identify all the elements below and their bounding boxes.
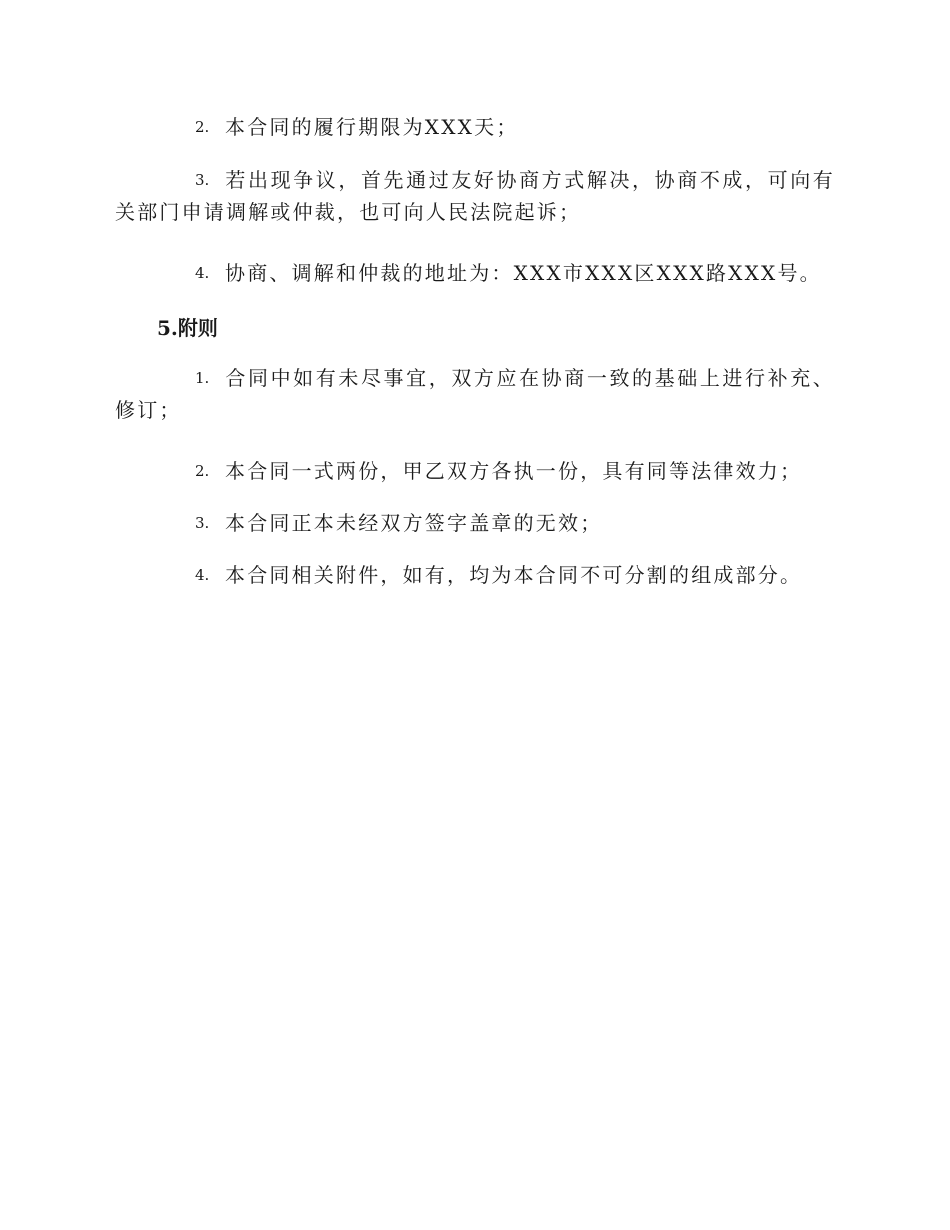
list-item-number: 4. — [195, 264, 210, 282]
list-item — [115, 257, 835, 289]
list-item — [115, 111, 835, 143]
list-item-text: 本合同正本未经双方签字盖章的无效； — [225, 511, 603, 535]
list-item-text: 本合同的履行期限为XXX天； — [225, 115, 519, 139]
list-item — [115, 164, 835, 228]
list-item — [115, 507, 835, 539]
list-item-number: 4. — [195, 566, 210, 584]
list-item — [115, 455, 835, 487]
section-heading: 5.附则 — [157, 316, 218, 340]
list-item-text: 本合同相关附件，如有，均为本合同不可分割的组成部分。 — [225, 563, 803, 587]
list-item-number: 2. — [195, 462, 210, 480]
list-item-text: 若出现争议，首先通过友好协商方式解决，协商不成，可向有关部门申请调解或仲裁，也可向人民法院起诉； — [115, 168, 835, 224]
list-item-text: 本合同一式两份，甲乙双方各执一份，具有同等法律效力； — [225, 459, 803, 483]
list-item-text: 协商、调解和仲裁的地址为：XXX市XXX区XXX路XXX号。 — [225, 261, 822, 285]
list-item — [115, 362, 835, 426]
list-item-text: 合同中如有未尽事宜，双方应在协商一致的基础上进行补充、修订； — [115, 366, 835, 422]
list-item — [115, 559, 835, 591]
list-item-number: 2. — [195, 118, 210, 136]
list-item-number: 3. — [195, 514, 210, 532]
list-item-number: 3. — [195, 171, 210, 189]
list-item-number: 1. — [195, 369, 210, 387]
